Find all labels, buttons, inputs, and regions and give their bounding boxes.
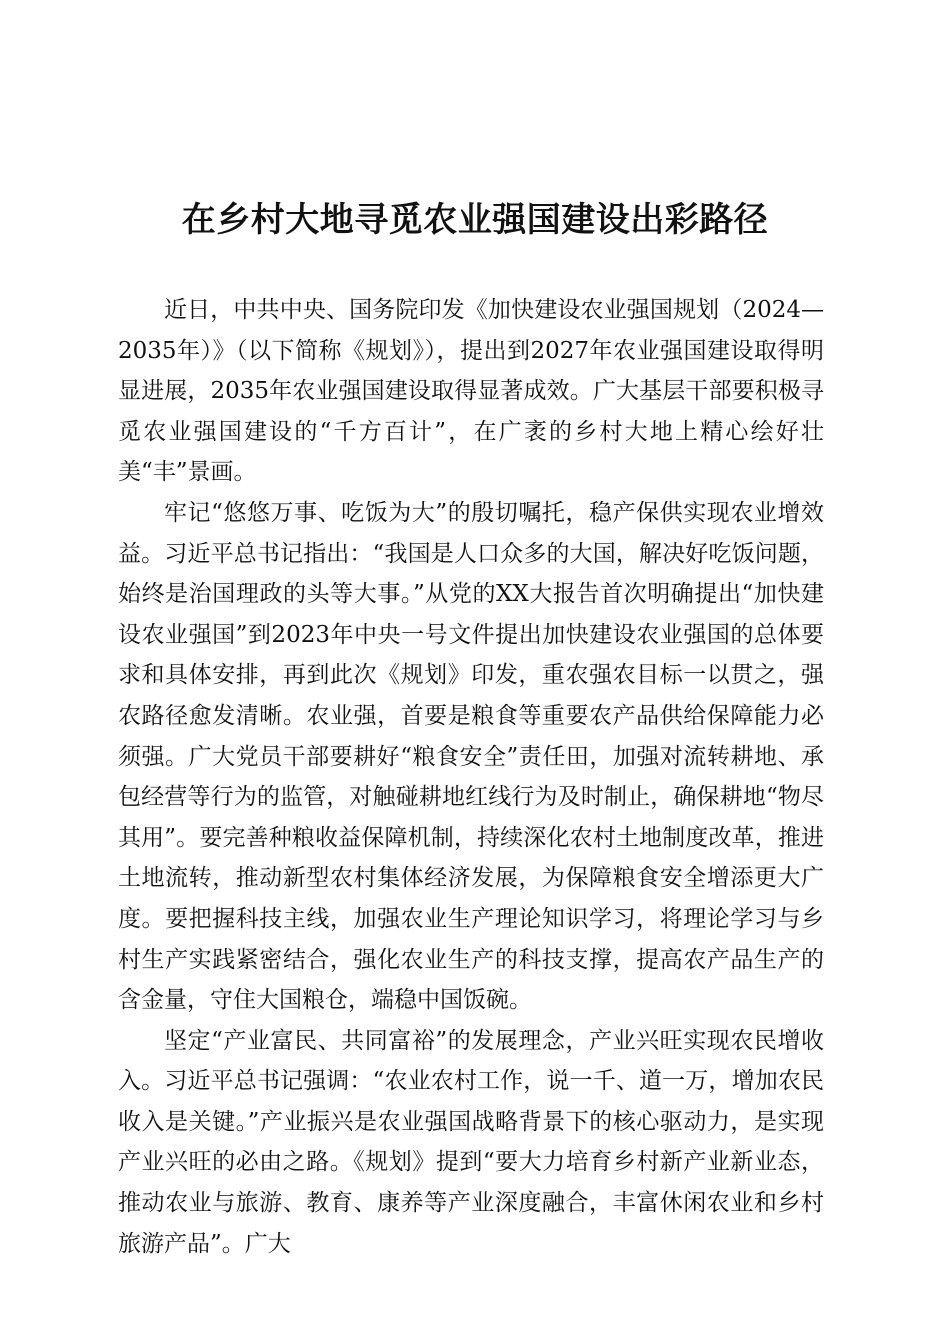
paragraph-1: 近日，中共中央、国务院印发《加快建设农业强国规划（2024—2035年）》（以下简称《规划》），提出到2027年农业强国建设取得明显进展，2035年农业强国建设取得显著成效。广大基层干部要积极寻觅农业强国建设的“千方百计”，在广袤的乡村大地上精心绘好壮美“丰”景画。 — [118, 297, 824, 486]
paragraph-3: 坚定“产业富民、共同富裕”的发展理念，产业兴旺实现农民增收入。习近平总书记强调：“农业农村工作，说一千、道一万，增加农民收入是关键。”产业振兴是农业强国战略背景下的核心驱动力，是实现产业兴旺的必由之路。《规划》提到“要大力培育乡村新产业新业态，推动农业与旅游、教育、康养等产业深度融合，丰富休闲农业和乡村旅游产品”。广大 — [118, 1027, 824, 1257]
paragraph-2: 牢记“悠悠万事、吃饭为大”的殷切嘱托，稳产保供实现农业增效益。习近平总书记指出：“我国是人口众多的大国，解决好吃饭问题，始终是治国理政的头等大事。”从党的XX大报告首次明确提出“加快建设农业强国”到2023年中央一号文件提出加快建设农业强国的总体要求和具体安排，再到此次《规划》印发，重农强农目标一以贯之，强农路径愈发清晰。农业强，首要是粮食等重要农产品供给保障能力必须强。广大党员干部要耕好“粮食安全”责任田，加强对流转耕地、承包经营等行为的监管，对触碰耕地红线行为及时制止，确保耕地“物尽其用”。要完善种粮收益保障机制，持续深化农村土地制度改革，推进土地流转，推动新型农村集体经济发展，为保障粮食安全增添更大广度。要把握科技主线，加强农业生产理论知识学习，将理论学习与乡村生产实践紧密结合，强化农业生产的科技支撑，提高农产品生产的含金量，守住大国粮仓，端稳中国饭碗。 — [118, 499, 824, 1014]
document-body — [118, 290, 824, 1264]
document-title: 在乡村大地寻觅农业强国建设出彩路径 — [181, 200, 769, 240]
